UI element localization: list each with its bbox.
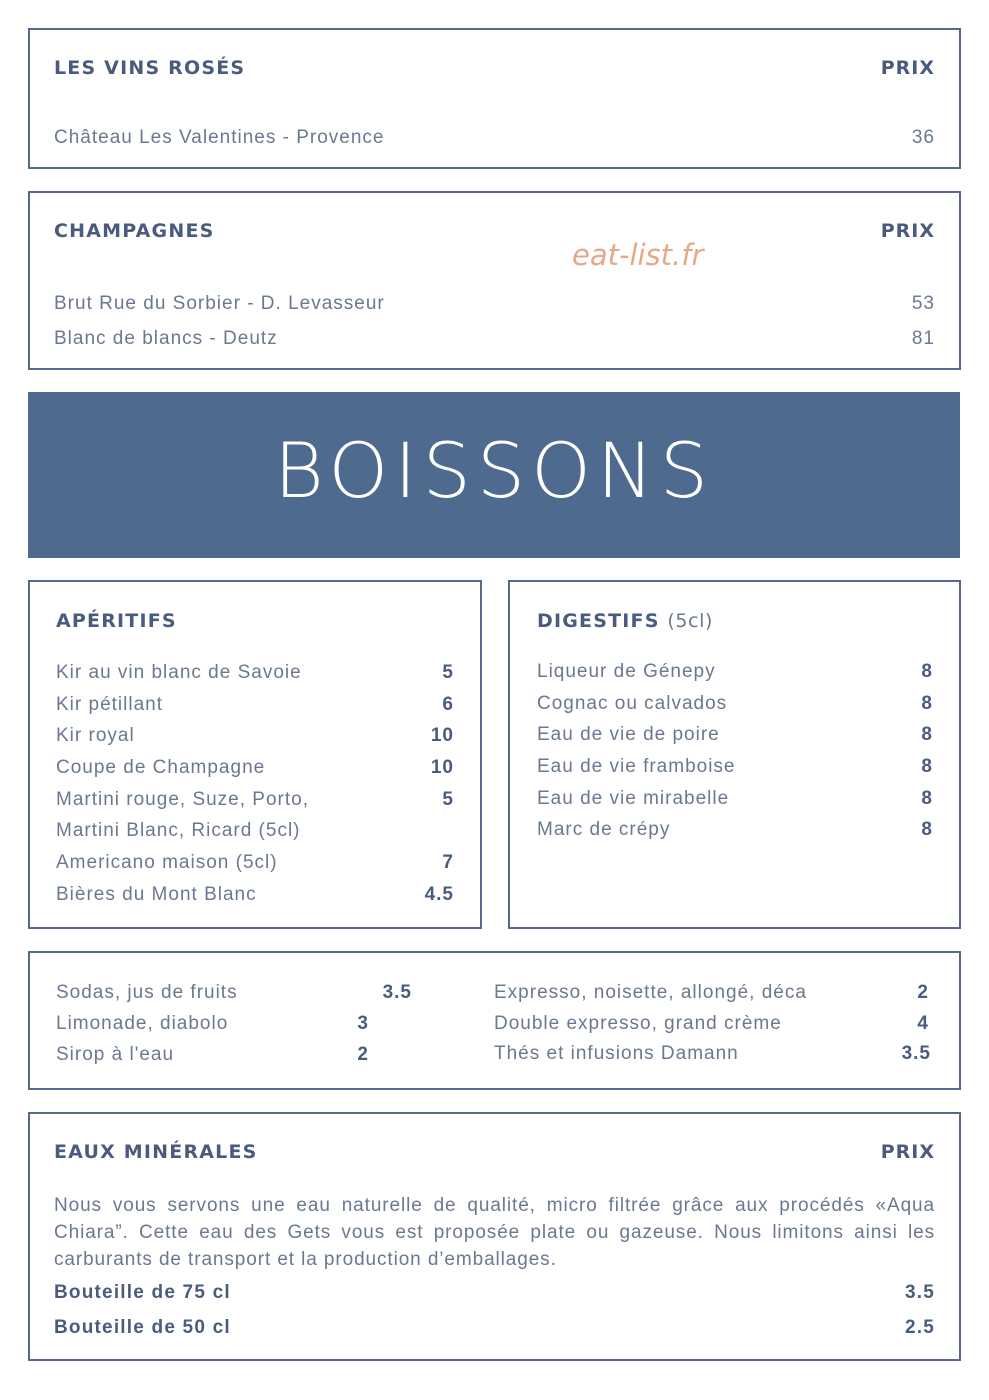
list-item [494, 1013, 929, 1041]
item-name: Eau de vie mirabelle [537, 788, 730, 809]
item-name: Kir royal [56, 725, 135, 746]
item-price: 53 [911, 293, 935, 314]
list-item [537, 661, 933, 689]
item-price: 3.5 [904, 1282, 935, 1303]
item-price: 10 [430, 757, 454, 778]
item-price: 8 [921, 693, 933, 714]
digestifs-section [508, 580, 961, 929]
champagnes-prix-header: PRIX [880, 220, 935, 242]
list-item [56, 662, 454, 690]
list-item [56, 757, 454, 785]
list-item [54, 127, 935, 155]
list-item [56, 789, 454, 817]
list-item [56, 982, 412, 1010]
item-name: Bouteille de 50 cl [54, 1317, 231, 1338]
item-name: Blanc de blancs - Deutz [54, 328, 278, 349]
champagnes-title: CHAMPAGNES [54, 220, 215, 242]
digestifs-title-text: DIGESTIFS [537, 610, 660, 632]
roses-prix-header: PRIX [880, 57, 935, 79]
list-item [56, 852, 454, 880]
item-price: 4.5 [424, 884, 454, 905]
item-name: Brut Rue du Sorbier - D. Levasseur [54, 293, 385, 314]
roses-title: LES VINS ROSÉS [54, 57, 246, 79]
eaux-title: EAUX MINÉRALES [54, 1141, 258, 1163]
list-item [537, 819, 933, 847]
item-price: 8 [921, 756, 933, 777]
list-item [54, 1317, 935, 1345]
item-price: 8 [921, 819, 933, 840]
roses-section [28, 28, 961, 169]
item-price: 2 [357, 1044, 369, 1065]
champagnes-section [28, 191, 961, 370]
eaux-prix-header: PRIX [880, 1141, 935, 1163]
item-price: 3.5 [901, 1043, 931, 1064]
item-name: Marc de crépy [537, 819, 671, 840]
boissons-banner [28, 392, 960, 558]
item-name: Sirop à l'eau [56, 1044, 175, 1065]
list-item [54, 328, 935, 356]
item-price: 8 [921, 724, 933, 745]
item-name: Limonade, diabolo [56, 1013, 229, 1034]
list-item [56, 884, 454, 912]
item-price: 36 [911, 127, 935, 148]
item-name: Liqueur de Génepy [537, 661, 716, 682]
item-name: Bières du Mont Blanc [56, 884, 257, 905]
list-item [56, 1013, 369, 1041]
item-price: 3 [357, 1013, 369, 1034]
banner-title: BOISSONS [273, 426, 715, 515]
item-price: 81 [911, 328, 935, 349]
digestifs-title [537, 610, 713, 632]
list-item [56, 1044, 369, 1072]
list-item [537, 788, 933, 816]
list-item [537, 693, 933, 721]
eaux-description: Nous vous servons une eau naturelle de qualité, micro filtrée grâce aux procédés «Aqua Chiara”. Cette eau des Gets vous est proposée plate ou gazeuse. Nous limitons ainsi les carburants de transport et la production d’emballages. [54, 1195, 935, 1270]
item-name: Bouteille de 75 cl [54, 1282, 231, 1303]
list-item [56, 820, 454, 848]
list-item [494, 982, 929, 1010]
list-item [56, 694, 454, 722]
item-price: 2.5 [904, 1317, 935, 1338]
item-price: 10 [430, 725, 454, 746]
item-price: 8 [921, 788, 933, 809]
item-price: 2 [917, 982, 929, 1003]
item-name: Château Les Valentines - Provence [54, 127, 385, 148]
softs-section [28, 951, 961, 1090]
list-item [537, 756, 933, 784]
watermark: eat-list.fr [572, 238, 704, 272]
item-name: Martini Blanc, Ricard (5cl) [56, 820, 301, 841]
list-item [537, 724, 933, 752]
item-price: 5 [442, 789, 454, 810]
item-name: Cognac ou calvados [537, 693, 728, 714]
aperitifs-section [28, 580, 482, 929]
item-name: Expresso, noisette, allongé, déca [494, 982, 807, 1003]
item-name: Sodas, jus de fruits [56, 982, 238, 1003]
aperitifs-title: APÉRITIFS [56, 610, 177, 632]
item-name: Thés et infusions Damann [494, 1043, 739, 1064]
item-name: Eau de vie de poire [537, 724, 720, 745]
digestifs-subtitle: (5cl) [667, 610, 714, 632]
eaux-section [28, 1112, 961, 1361]
item-price: 7 [442, 852, 454, 873]
item-name: Kir pétillant [56, 694, 163, 715]
item-price: 4 [917, 1013, 929, 1034]
item-name: Americano maison (5cl) [56, 852, 278, 873]
list-item [494, 1043, 931, 1071]
item-name: Coupe de Champagne [56, 757, 266, 778]
item-price: 5 [442, 662, 454, 683]
list-item [54, 293, 935, 321]
list-item [56, 725, 454, 753]
item-name: Eau de vie framboise [537, 756, 736, 777]
item-name: Double expresso, grand crème [494, 1013, 782, 1034]
item-name: Kir au vin blanc de Savoie [56, 662, 302, 683]
list-item [54, 1282, 935, 1310]
item-price: 3.5 [382, 982, 412, 1003]
item-name: Martini rouge, Suze, Porto, [56, 789, 309, 810]
item-price: 6 [442, 694, 454, 715]
item-price: 8 [921, 661, 933, 682]
